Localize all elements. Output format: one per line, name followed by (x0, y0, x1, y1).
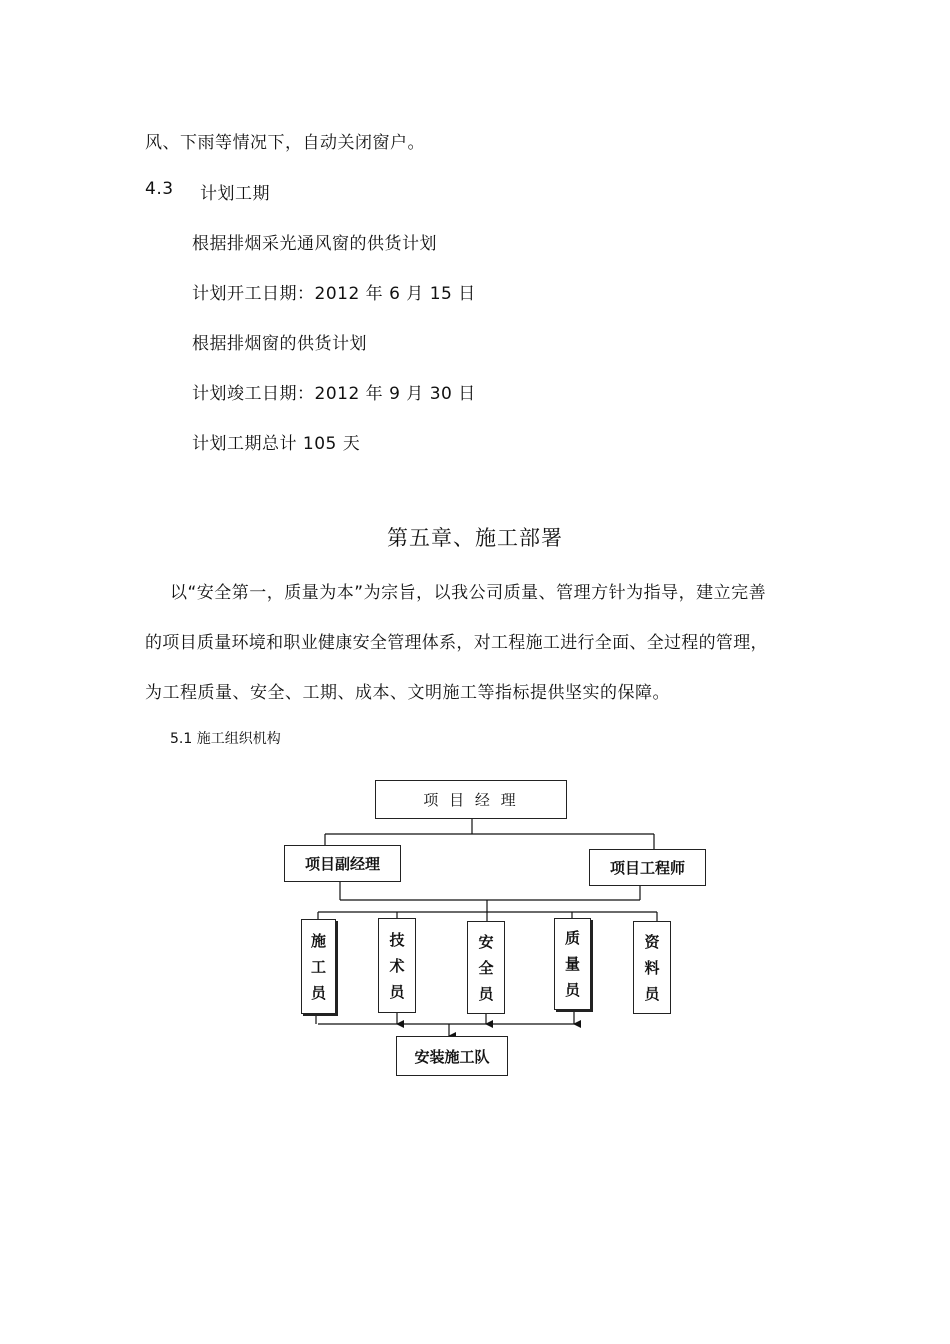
chapter-title: 第五章、施工部署 (387, 526, 563, 550)
staff-char: 施 (310, 931, 326, 950)
paragraph-line: 的项目质量环境和职业健康安全管理体系，对工程施工进行全面、全过程的管理， (145, 633, 768, 653)
total-duration-line: 计划工期总计 105 天 (192, 434, 361, 454)
completion-date-line: 计划竣工日期：2012 年 9 月 30 日 (192, 384, 476, 404)
paragraph-line: 根据排烟采光通风窗的供货计划 (192, 234, 437, 254)
staff-char: 质 (564, 929, 580, 947)
staff-char: 全 (478, 958, 494, 977)
staff-char: 员 (389, 982, 405, 1001)
staff-char: 料 (644, 958, 660, 977)
org-box-project-engineer: 项目工程师 (589, 849, 706, 886)
staff-char: 术 (389, 956, 405, 975)
start-date-line: 计划开工日期：2012 年 6 月 15 日 (192, 284, 476, 304)
org-box-safety-officer (467, 921, 505, 1014)
org-box-project-manager: 项 目 经 理 (375, 780, 567, 819)
org-box-document-clerk (633, 921, 671, 1014)
org-box-quality-officer (554, 918, 591, 1010)
staff-char: 员 (478, 984, 494, 1003)
staff-char: 员 (310, 983, 326, 1002)
staff-char: 安 (478, 932, 494, 951)
org-box-technician (378, 918, 416, 1013)
org-box-construction-staff (301, 919, 336, 1014)
section-number: 4.3 (145, 179, 174, 199)
org-box-deputy-manager: 项目副经理 (284, 845, 401, 882)
paragraph-line: 以“安全第一，质量为本”为宗旨，以我公司质量、管理方针为指导，建立完善 (170, 583, 767, 603)
staff-char: 工 (310, 957, 326, 976)
staff-char: 员 (564, 981, 580, 999)
paragraph-line: 根据排烟窗的供货计划 (192, 334, 367, 354)
staff-char: 量 (564, 955, 580, 973)
paragraph-line: 风、下雨等情况下，自动关闭窗户。 (145, 133, 425, 153)
org-box-installation-team: 安装施工队 (396, 1036, 508, 1076)
paragraph-line: 为工程质量、安全、工期、成本、文明施工等指标提供坚实的保障。 (145, 683, 670, 703)
section-title: 计划工期 (200, 184, 270, 204)
subsection-title: 5.1 施工组织机构 (170, 731, 281, 747)
staff-char: 资 (644, 932, 660, 951)
staff-char: 技 (389, 930, 405, 949)
staff-char: 员 (644, 984, 660, 1003)
